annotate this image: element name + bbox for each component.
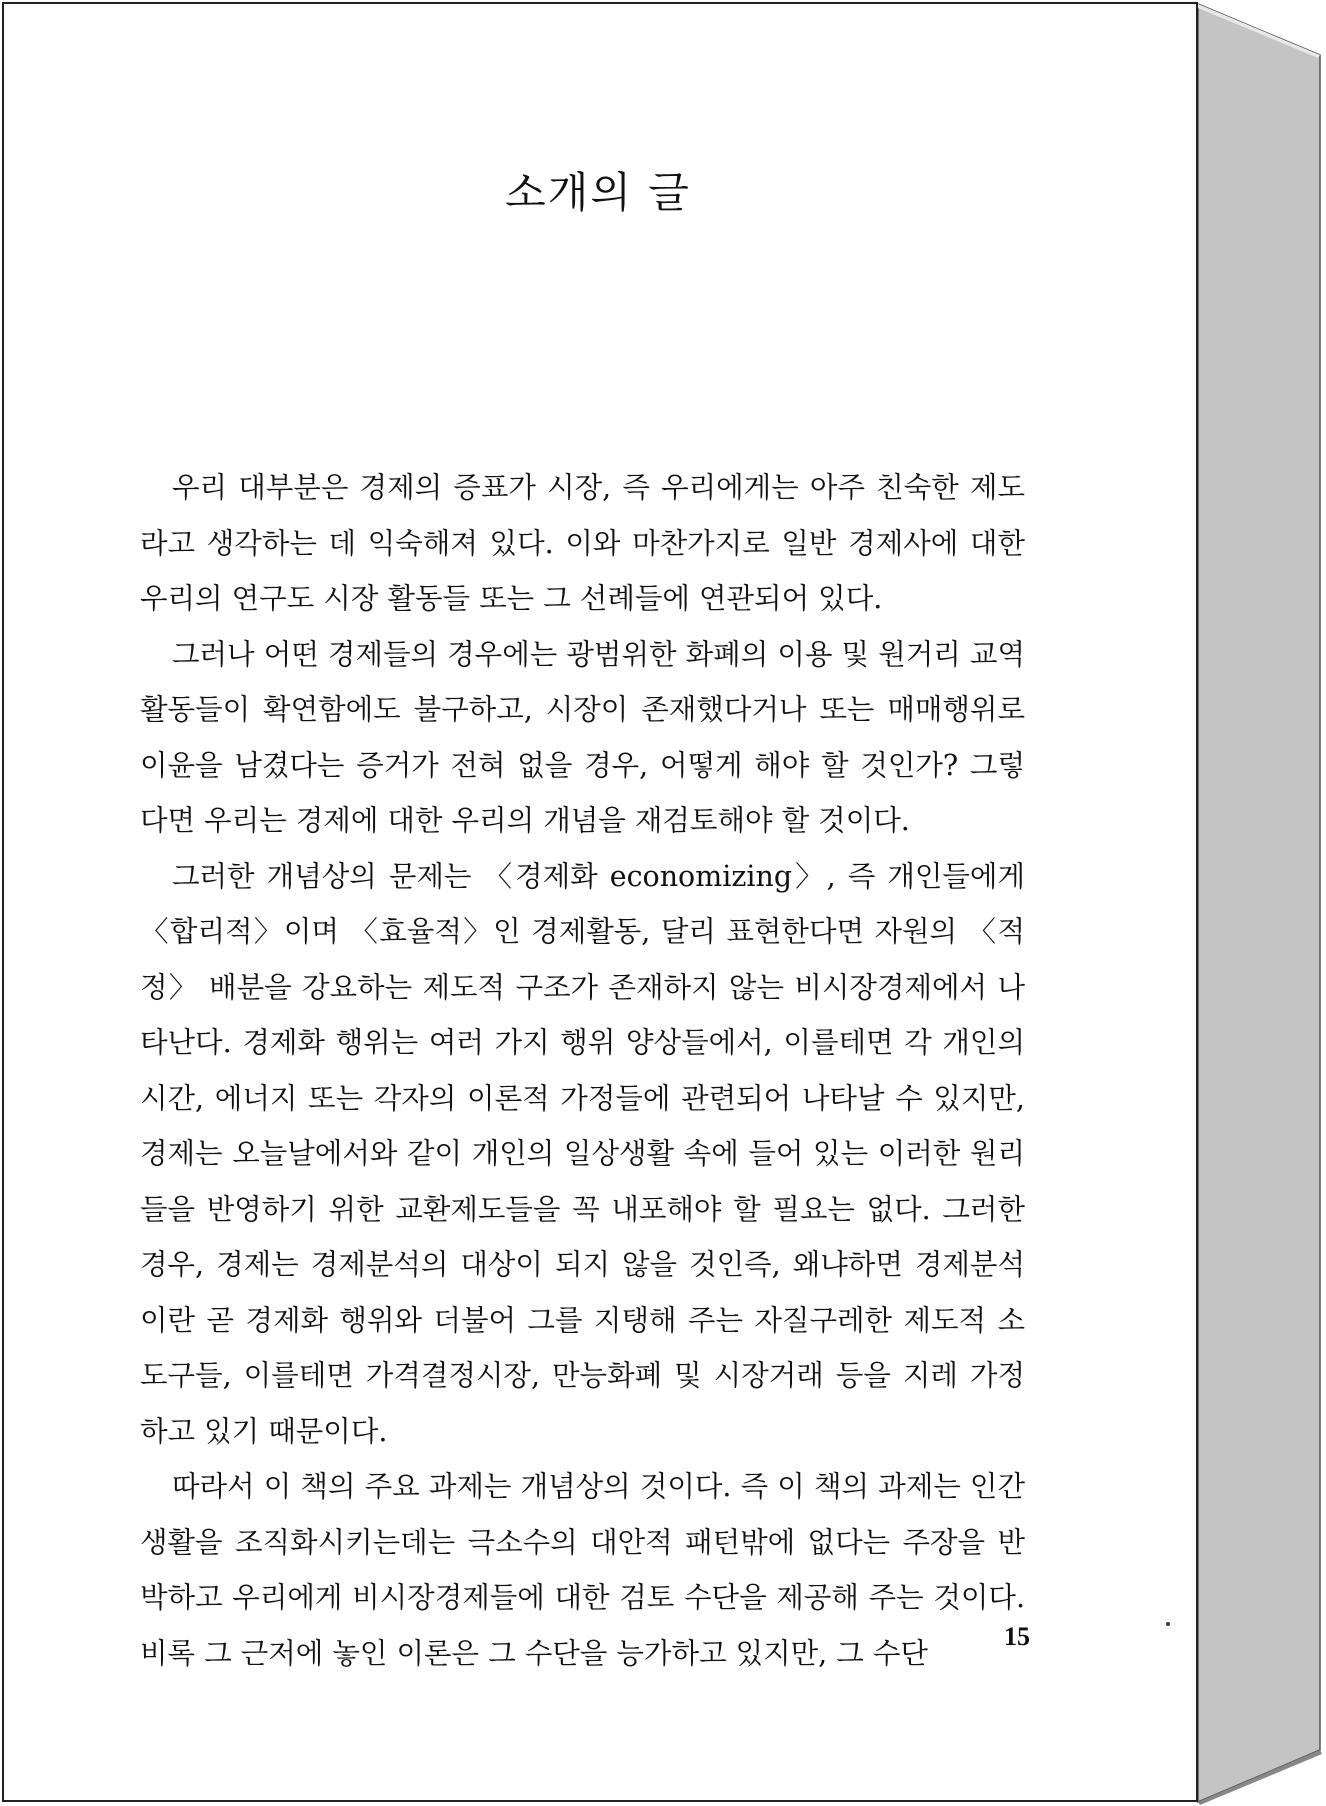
ink-speck xyxy=(1166,1622,1170,1626)
paragraph: 우리 대부분은 경제의 증표가 시장, 즉 우리에게는 아주 친숙한 제도라고 생각하는 데 익숙해져 있다. 이와 마찬가지로 일반 경제사에 대한 우리의 연구도 시장 활동들 또는 그 선례들에 연관되어 있다. xyxy=(140,471,1025,615)
body-text xyxy=(140,460,1025,1681)
paragraph: 따라서 이 책의 주요 과제는 개념상의 것이다. 즉 이 책의 과제는 인간생활을 조직화시키는데는 극소수의 대안적 패턴밖에 없다는 주장을 반박하고 우리에게 비시장경제들에 대한 검토 수단을 제공해 주는 것이다. 비록 그 근저에 놓인 이론은 그 수단을 능가하고 있지만, 그 수단 xyxy=(140,1470,1025,1670)
page-title: 소개의 글 xyxy=(505,168,691,217)
paragraph: 그러나 어떤 경제들의 경우에는 광범위한 화폐의 이용 및 원거리 교역활동들이 확연함에도 불구하고, 시장이 존재했다거나 또는 매매행위로 이윤을 남겼다는 증거가 전혀 없을 경우, 어떻게 해야 할 것인가? 그렇다면 우리는 경제에 대한 우리의 개념을 재검토해야 할 것이다. xyxy=(140,637,1025,837)
page-number: 15 xyxy=(1004,1622,1030,1651)
paragraph: 그러한 개념상의 문제는 〈경제화 economizing〉, 즉 개인들에게 〈합리적〉이며 〈효율적〉인 경제활동, 달리 표현한다면 자원의 〈적정〉 배분을 강요하는 제도적 구조가 존재하지 않는 비시장경제에서 나타난다. 경제화 행위는 여러 가지 행위 양상들에서, 이를테면 각 개인의 시간, 에너지 또는 각자의 이론적 가정들에 관련되어 나타날 수 있지만, 경제는 오늘날에서와 같이 개인의 일상생활 속에 들어 있는 이러한 원리들을 반영하기 위한 교환제도들을 꼭 내포해야 할 필요는 없다. 그러한 경우, 경제는 경제분석의 대상이 되지 않을 것인즉, 왜냐하면 경제분석이란 곧 경제화 행위와 더불어 그를 지탱해 주는 자질구레한 제도적 소도구들, 이를테면 가격결정시장, 만능화폐 및 시장거래 등을 지레 가정하고 있기 때문이다. xyxy=(140,859,1025,1448)
